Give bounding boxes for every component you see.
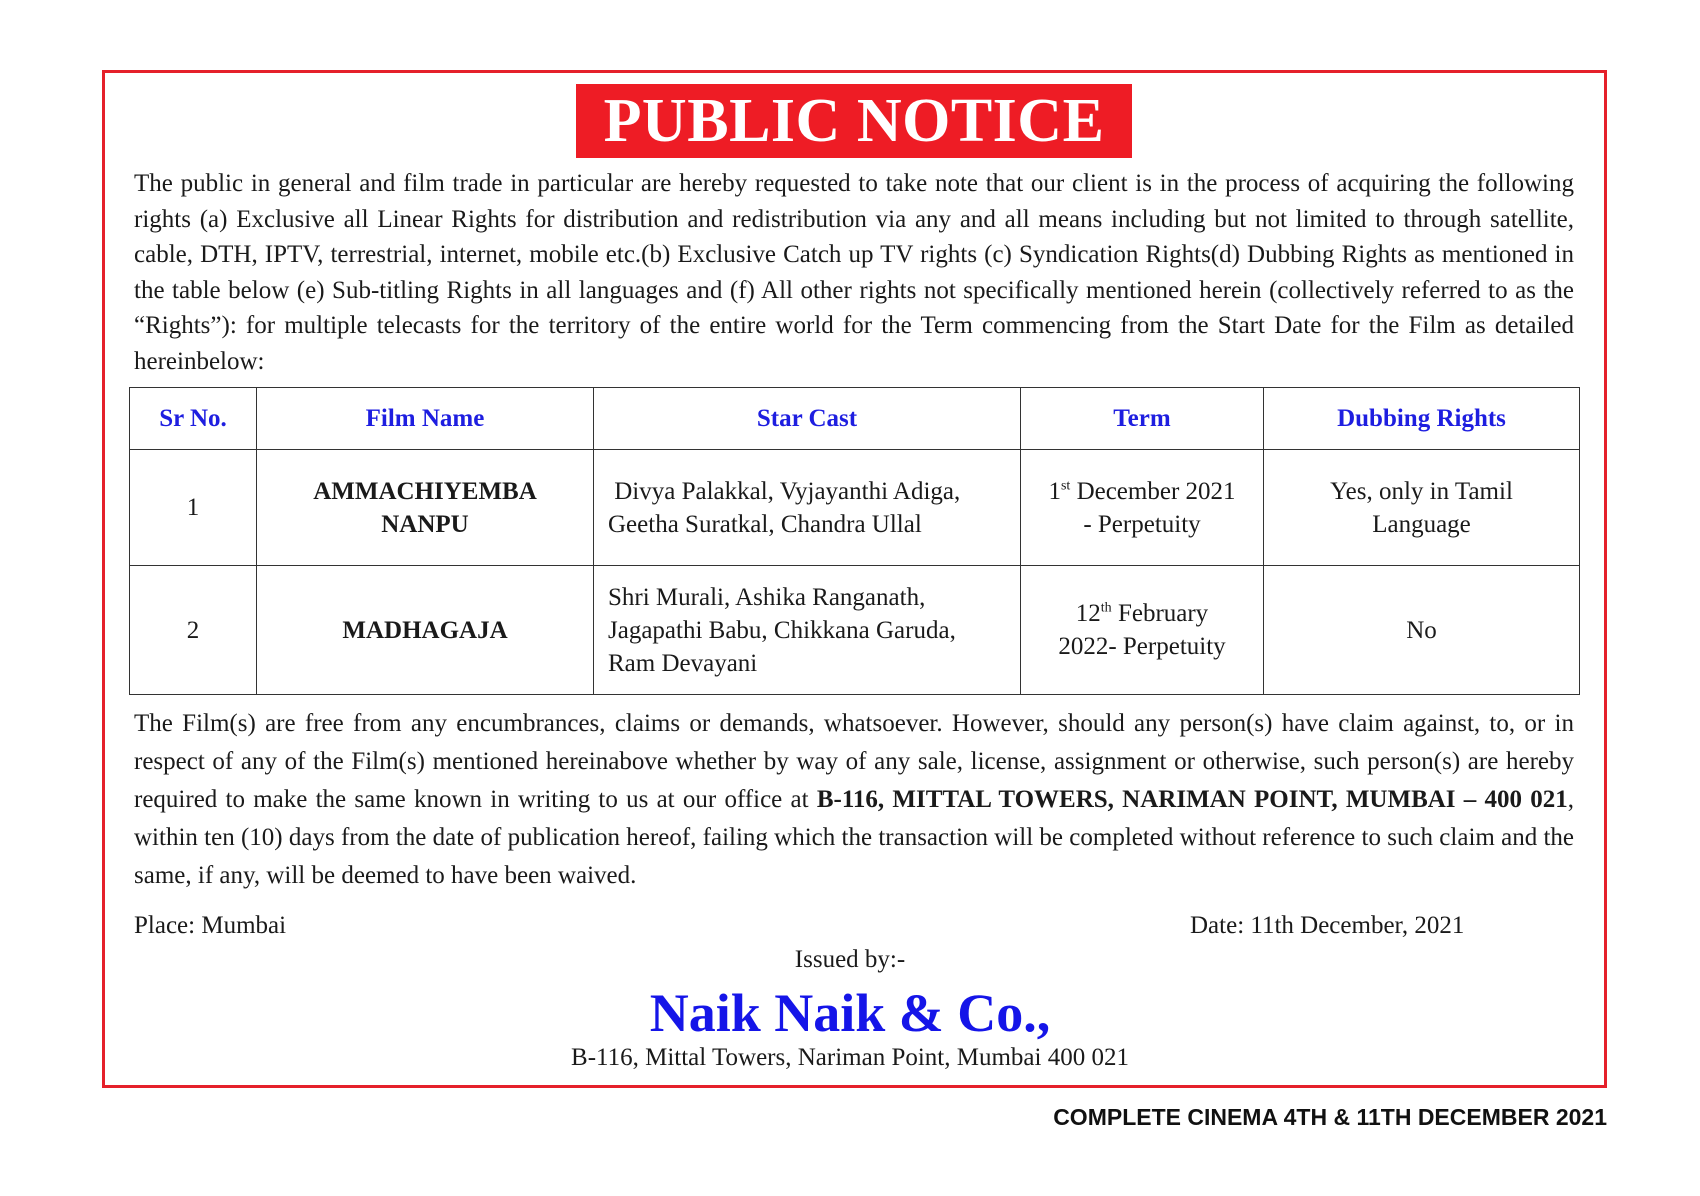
claims-text-end: , within ten (10) days from the date of publication hereof, failing which the transaction will be completed without reference to such claim and the same, if any, will be deemed to have been waived. [134, 786, 1575, 889]
table-header-row [130, 388, 1580, 450]
table-row [130, 450, 1580, 566]
header-film-name: Film Name [257, 388, 594, 450]
issued-by: Issued by:- [794, 946, 906, 973]
cast-line: Jagapathi Babu, Chikkana Garuda, [608, 616, 956, 644]
sr-no-cell: 2 [130, 566, 257, 695]
dubbing-cell [1264, 450, 1580, 566]
term-month: December 2021 [1070, 477, 1236, 505]
place-line: Place: Mumbai [134, 912, 287, 939]
office-address-bold: B-116, MITTAL TOWERS, NARIMAN POINT, MUMBAI – 400 021 [816, 786, 1568, 813]
header-sr-no: Sr No. [130, 388, 257, 450]
table-row [130, 566, 1580, 695]
term-end: - Perpetuity [1083, 510, 1201, 538]
dubbing-line: No [1406, 616, 1437, 644]
claims-paragraph [134, 705, 1574, 895]
intro-paragraph: The public in general and film trade in particular are hereby requested to take note that our client is in the process of acquiring the following rights (a) Exclusive all Linear Rights for distribution and redistribution via any and all means including but not limited to through satellite, cable, DTH, IPTV, terrestrial, internet, mobile etc.(b) Exclusive Catch up TV rights (c) Syndication Rights(d) Dubbing Rights as mentioned in the table below (e) Sub-titling Rights in all languages and (f) All other rights not specifically mentioned herein (collectively referred to as the “Rights”): for multiple telecasts for the territory of the entire world for the Term commencing from the Start Date for the Film as detailed hereinbelow: [134, 170, 1574, 375]
film-name-line: MADHAGAJA [342, 616, 508, 644]
date-line: Date: 11th December, 2021 [1190, 912, 1465, 939]
term-ordinal: st [1060, 478, 1071, 494]
term-end: 2022- Perpetuity [1058, 633, 1226, 660]
term-day: 1 [1048, 477, 1061, 505]
film-name-line: AMMACHIYEMBA [313, 477, 537, 505]
dubbing-cell [1264, 566, 1580, 695]
header-term: Term [1021, 388, 1264, 450]
term-cell [1021, 450, 1264, 566]
star-cast-cell [594, 450, 1021, 566]
dubbing-line: Language [1372, 510, 1471, 538]
films-table [129, 387, 1580, 695]
term-ordinal: th [1100, 600, 1112, 616]
firm-name: Naik Naik & Co., [649, 983, 1051, 1043]
term-cell [1021, 566, 1264, 695]
star-cast-cell [594, 566, 1021, 695]
cast-line: Ram Devayani [608, 649, 758, 677]
header-dubbing-rights: Dubbing Rights [1264, 388, 1580, 450]
header-star-cast: Star Cast [594, 388, 1021, 450]
dubbing-line: Yes, only in Tamil [1330, 477, 1513, 505]
film-name-line: NANPU [381, 510, 469, 538]
film-name-cell [257, 450, 594, 566]
film-name-cell [257, 566, 594, 695]
notice-title: PUBLIC NOTICE [576, 84, 1132, 158]
cast-line: Geetha Suratkal, Chandra Ullal [608, 510, 922, 538]
claims-text: The Film(s) are free from any encumbrances, claims or demands, whatsoever. However, should any person(s) have claim against, to, or in respect of any of the Film(s) mentioned hereinabove whether by way of any sale, license, assignment or otherwise, such person(s) are hereby required to make the same known in writing to us at our office at [134, 710, 1574, 813]
firm-address: B-116, Mittal Towers, Nariman Point, Mumbai 400 021 [571, 1044, 1129, 1071]
term-month: February [1111, 600, 1209, 627]
sr-no-cell: 1 [130, 450, 257, 566]
cast-line: Shri Murali, Ashika Ranganath, [608, 583, 926, 611]
publication-footer: COMPLETE CINEMA 4TH & 11TH DECEMBER 2021 [1053, 1104, 1607, 1130]
cast-line: Divya Palakkal, Vyjayanthi Adiga, [614, 477, 961, 505]
term-day: 12 [1075, 600, 1101, 627]
